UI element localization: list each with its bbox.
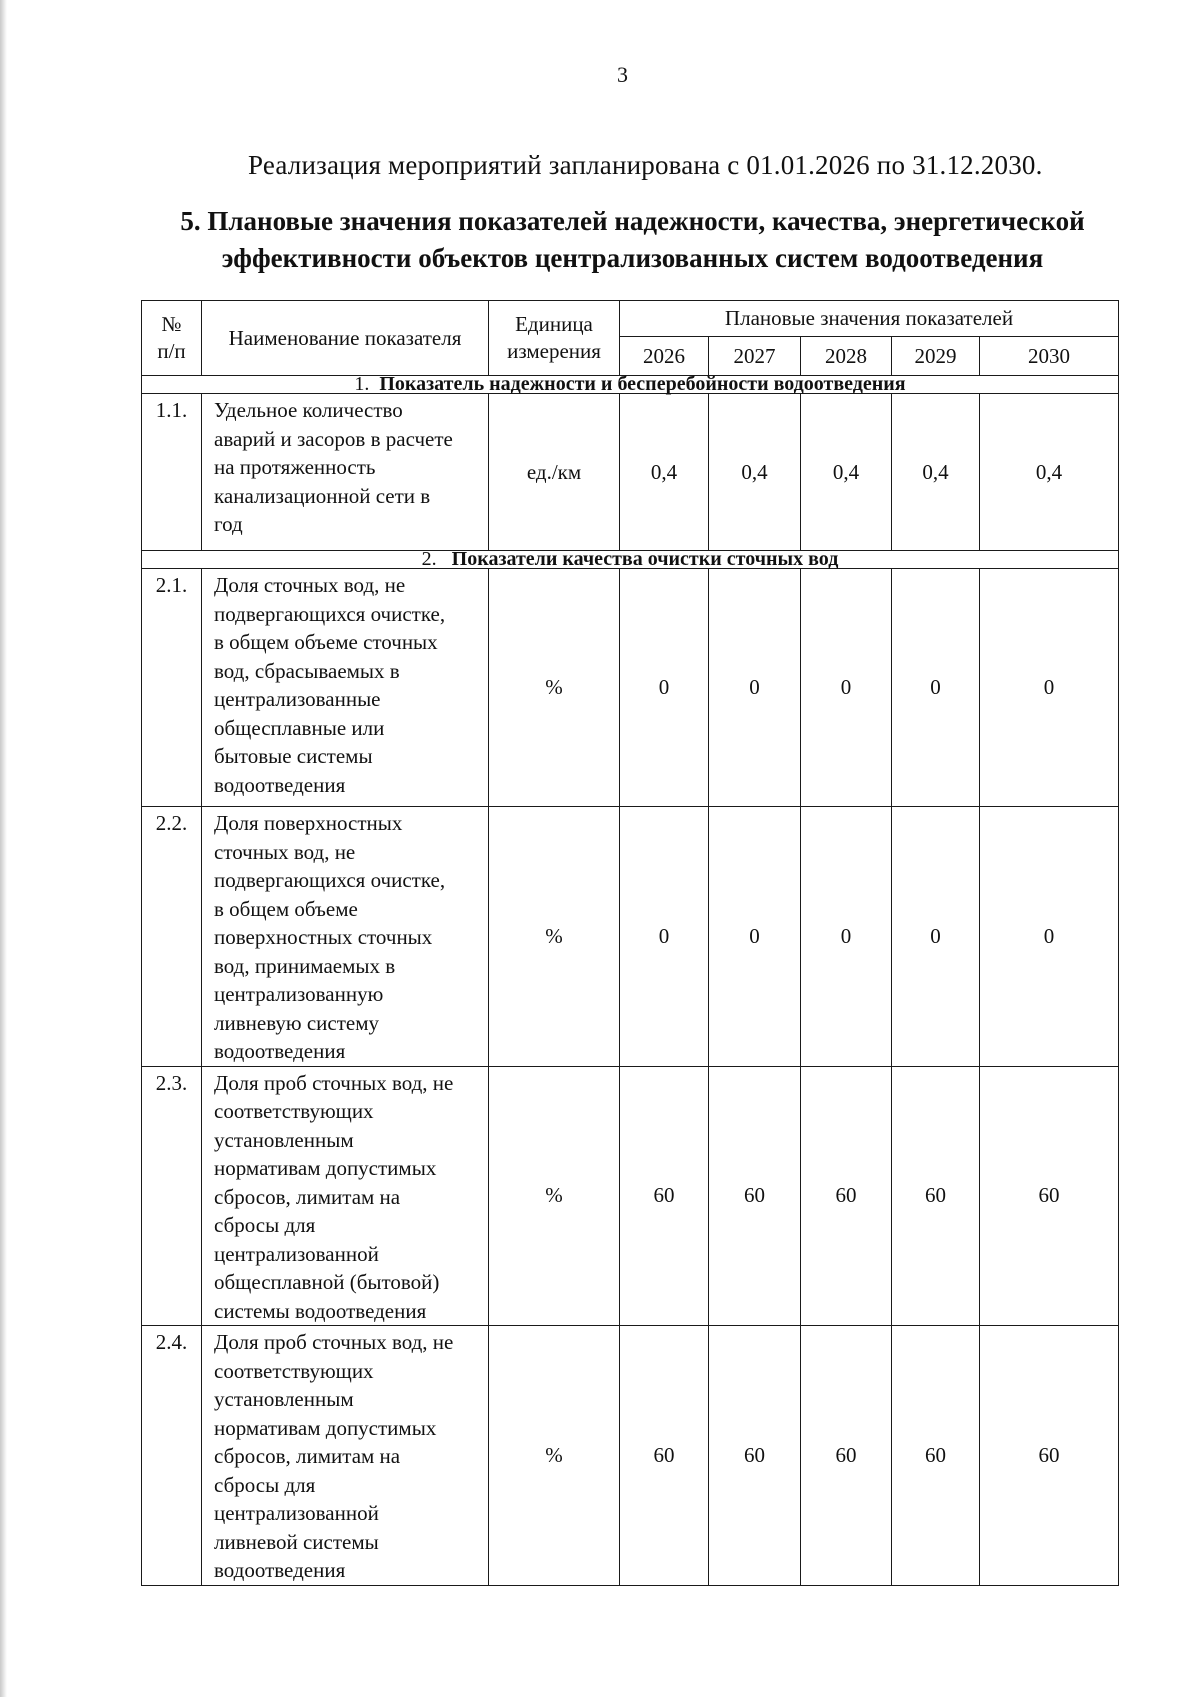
indicator-name-line: Доля проб сточных вод, не	[214, 1070, 454, 1095]
indicator-name-line: Доля проб сточных вод, не	[214, 1330, 454, 1354]
indicator-name-line: централизованной	[214, 1501, 379, 1525]
unit-cell: %	[489, 1326, 620, 1586]
indicator-name-line: канализационной сети в	[214, 483, 431, 508]
header-row-1	[142, 301, 1119, 337]
page-number: 3	[617, 62, 628, 87]
indicator-name	[202, 394, 489, 551]
indicator-name-line: централизованную	[214, 982, 384, 1006]
section-title	[140, 203, 1125, 277]
indicator-name-line: водоотведения	[214, 1558, 346, 1582]
indicator-name-line: Доля сточных вод, не	[214, 573, 406, 597]
value-cell: 0	[620, 569, 709, 807]
indicator-name-line: поверхностных сточных	[214, 925, 433, 949]
header-year: 2029	[892, 337, 980, 376]
section-heading	[142, 548, 1119, 570]
indicator-name-line: сбросы для	[214, 1213, 316, 1237]
indicator-name-line: общесплавные или	[214, 715, 385, 740]
value-cell: 60	[620, 1066, 709, 1326]
value-cell: 0	[709, 569, 801, 807]
value-cell: 0	[801, 807, 892, 1067]
indicator-name-line: водоотведения	[214, 1039, 346, 1063]
table-row	[142, 394, 1119, 551]
indicator-name-line: в общем объеме сточных	[214, 630, 438, 654]
indicator-name-line: сбросов, лимитам на	[214, 1184, 401, 1209]
indicator-name	[202, 1326, 489, 1586]
implementation-period-text: Реализация мероприятий запланирована с 01.01.2026 по 31.12.2030.	[248, 150, 1043, 180]
indicator-name-line: год	[214, 512, 243, 536]
value-cell: 60	[709, 1066, 801, 1326]
unit-cell: %	[489, 807, 620, 1067]
header-num-label: п/п	[157, 339, 186, 363]
value-cell: 0	[980, 569, 1119, 807]
table-row	[142, 1066, 1119, 1326]
header-num	[142, 301, 202, 376]
header-year: 2030	[980, 337, 1119, 376]
indicator-name-line: водоотведения	[214, 772, 346, 797]
value-cell: 0,4	[620, 394, 709, 551]
indicator-name-line: Доля поверхностных	[214, 811, 403, 835]
value-cell: 60	[980, 1326, 1119, 1586]
unit-cell: %	[489, 569, 620, 807]
header-indicator-name: Наименование показателя	[202, 301, 489, 376]
indicator-name-line: вод, сбрасываемых в	[214, 658, 400, 683]
indicator-name-line: сбросы для	[214, 1472, 316, 1497]
value-cell: 0,4	[709, 394, 801, 551]
indicator-name-line: общесплавной (бытовой)	[214, 1270, 440, 1294]
header-unit	[489, 301, 620, 376]
value-cell: 60	[801, 1066, 892, 1326]
value-cell: 60	[892, 1066, 980, 1326]
section-heading-text: Показатель надежности и бесперебойности водоотведения	[379, 373, 906, 395]
indicator-name	[202, 807, 489, 1067]
value-cell: 0	[709, 807, 801, 1067]
value-cell: 0,4	[892, 394, 980, 551]
table-row	[142, 807, 1119, 1067]
value-cell: 60	[620, 1326, 709, 1586]
value-cell: 0	[892, 807, 980, 1067]
unit-cell: ед./км	[489, 394, 620, 551]
scan-edge-shadow	[0, 0, 7, 1697]
indicator-name-line: нормативам допустимых	[214, 1415, 437, 1440]
section-row	[142, 551, 1119, 569]
indicator-name-line: централизованные	[214, 687, 381, 711]
value-cell: 0,4	[801, 394, 892, 551]
indicator-name-line: аварий и засоров в расчете	[214, 426, 453, 451]
table-row	[142, 1326, 1119, 1586]
indicator-name-line: сбросов, лимитам на	[214, 1444, 401, 1468]
indicator-name-line: централизованной	[214, 1241, 379, 1266]
header-unit-line-2: измерения	[507, 339, 601, 363]
indicator-name-line: Удельное количество	[214, 398, 403, 422]
section-title-line-1: 5. Плановые значения показателей надежности, качества, энергетической	[180, 206, 1085, 236]
header-num-symbol: №	[161, 312, 182, 336]
indicator-name-line: ливневой системы	[214, 1529, 379, 1554]
row-number: 2.3.	[142, 1066, 202, 1326]
row-number: 1.1.	[142, 394, 202, 551]
row-number: 2.4.	[142, 1326, 202, 1586]
indicator-name	[202, 1066, 489, 1326]
value-cell: 60	[980, 1066, 1119, 1326]
indicator-name-line: ливневую систему	[214, 1010, 379, 1035]
value-cell: 0	[980, 807, 1119, 1067]
indicator-name-line: соответствующих	[214, 1358, 374, 1383]
value-cell: 0	[892, 569, 980, 807]
indicator-name-line: подвергающихся очистке,	[214, 601, 446, 626]
section-number: 2.	[421, 548, 437, 570]
row-number: 2.1.	[142, 569, 202, 807]
value-cell: 60	[709, 1326, 801, 1586]
header-year: 2028	[801, 337, 892, 376]
indicator-name-line: соответствующих	[214, 1099, 374, 1123]
indicator-name	[202, 569, 489, 807]
row-number: 2.2.	[142, 807, 202, 1067]
header-year: 2026	[620, 337, 709, 376]
indicator-name-line: сточных вод, не	[214, 839, 356, 864]
indicator-name-line: в общем объеме	[214, 896, 358, 921]
indicator-name-line: вод, принимаемых в	[214, 953, 396, 978]
value-cell: 0,4	[980, 394, 1119, 551]
indicator-name-line: бытовые системы	[214, 744, 373, 768]
unit-cell: %	[489, 1066, 620, 1326]
header-planned-values: Плановые значения показателей	[620, 301, 1119, 337]
value-cell: 0	[801, 569, 892, 807]
value-cell: 0	[620, 807, 709, 1067]
header-year: 2027	[709, 337, 801, 376]
indicator-name-line: установленным	[214, 1387, 354, 1411]
section-heading	[142, 373, 1119, 395]
indicator-name-line: системы водоотведения	[214, 1298, 427, 1323]
header-unit-line-1: Единица	[515, 312, 593, 336]
section-row	[142, 376, 1119, 394]
section-number: 1.	[354, 373, 370, 395]
indicator-name-line: установленным	[214, 1127, 354, 1152]
indicators-table	[141, 300, 1119, 1586]
value-cell: 60	[892, 1326, 980, 1586]
indicator-name-line: нормативам допустимых	[214, 1156, 437, 1180]
section-heading-text: Показатели качества очистки сточных вод	[451, 548, 839, 570]
value-cell: 60	[801, 1326, 892, 1586]
indicator-name-line: подвергающихся очистке,	[214, 868, 446, 892]
section-title-line-2: эффективности объектов централизованных систем водоотведения	[221, 243, 1044, 273]
indicator-name-line: на протяженность	[214, 455, 376, 479]
table-row	[142, 569, 1119, 807]
